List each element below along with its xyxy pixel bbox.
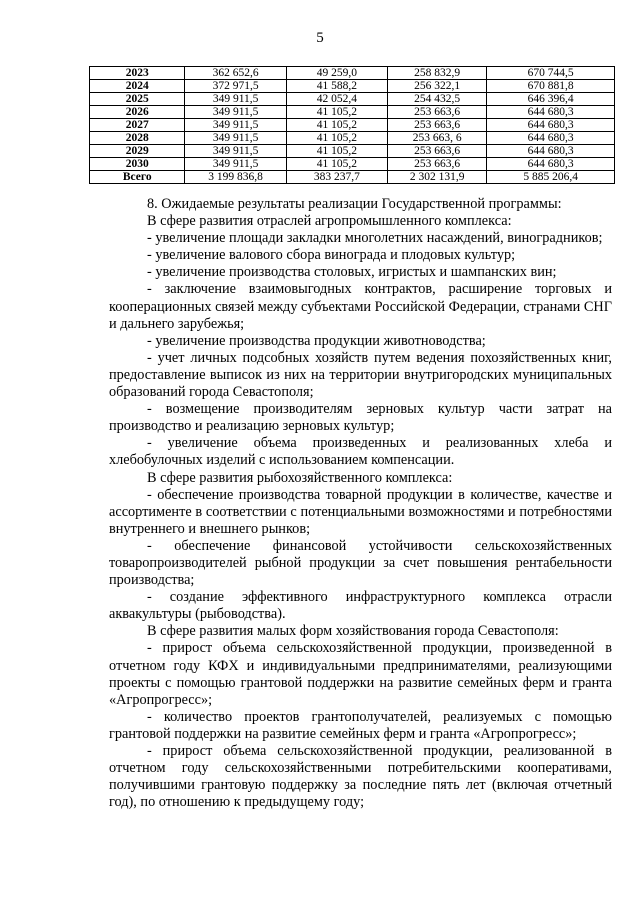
subsection-heading: В сфере развития отраслей агропромышленного комплекса: [147,213,512,230]
value-cell: 349 911,5 [185,106,286,119]
table-row [90,106,615,119]
subsection-heading: В сфере развития рыбохозяйственного комплекса: [147,469,453,486]
year-cell: 2024 [90,80,185,93]
value-cell: 41 105,2 [286,106,387,119]
list-item: - увеличение площади закладки многолетних насаждений, виноградников; [147,230,603,247]
total-cell: 646 396,4 [487,93,615,106]
table-row [90,119,615,132]
total-cell: 644 680,3 [487,158,615,171]
table-row [90,145,615,158]
table-row [90,67,615,80]
value-cell: 349 911,5 [185,132,286,145]
total-cell: 644 680,3 [487,145,615,158]
value-cell: 383 237,7 [286,171,387,184]
year-cell: 2029 [90,145,185,158]
year-cell: 2027 [90,119,185,132]
total-cell: 670 881,8 [487,80,615,93]
list-item: - обеспечение производства товарной продукции в количестве, качестве и ассортименте в соответствии с потенциальными возможностями и потребностями внутреннего и внешнего рынков; [109,486,612,537]
document-body [109,196,612,811]
section-heading: 8. Ожидаемые результаты реализации Государственной программы: [147,196,562,212]
value-cell: 253 663,6 [388,145,487,158]
value-cell: 349 911,5 [185,93,286,106]
table-total-row [90,171,615,184]
year-cell: 2023 [90,67,185,80]
value-cell: 253 663, 6 [388,132,487,145]
value-cell: 258 832,9 [388,67,487,80]
value-cell: 41 105,2 [286,145,387,158]
list-item: - увеличение производства продукции животноводства; [147,332,486,349]
year-cell: 2028 [90,132,185,145]
total-cell: 670 744,5 [487,67,615,80]
year-cell: Всего [90,171,185,184]
value-cell: 253 663,6 [388,158,487,171]
total-cell: 644 680,3 [487,106,615,119]
table-row [90,80,615,93]
list-item: - увеличение объема произведенных и реализованных хлеба и хлебобулочных изделий с использованием компенсации. [109,435,612,469]
year-cell: 2025 [90,93,185,106]
value-cell: 349 911,5 [185,158,286,171]
list-item: - прирост объема сельскохозяйственной продукции, реализованной в отчетном году сельскохозяйственными потребительскими кооперативами, получившими грантовую поддержку за последние пять лет (включая отчетный год), по отношению к предыдущему году; [109,743,612,811]
list-item: - обеспечение финансовой устойчивости сельскохозяйственных товаропроизводителей рыбной продукции за счет повышения рентабельности производства; [109,537,612,589]
value-cell: 2 302 131,9 [388,171,487,184]
page-number: 5 [316,30,324,46]
value-cell: 49 259,0 [286,67,387,80]
value-cell: 41 105,2 [286,119,387,132]
year-cell: 2030 [90,158,185,171]
value-cell: 3 199 836,8 [185,171,286,184]
financing-table [89,66,615,184]
list-item: - возмещение производителям зерновых культур части затрат на производство и реализацию зерновых культур; [109,401,612,435]
list-item: - увеличение производства столовых, игристых и шампанских вин; [147,264,557,281]
list-item: - создание эффективного инфраструктурного комплекса отрасли аквакультуры (рыбоводства). [109,589,612,623]
value-cell: 41 105,2 [286,132,387,145]
value-cell: 254 432,5 [388,93,487,106]
value-cell: 253 663,6 [388,106,487,119]
list-item: - заключение взаимовыгодных контрактов, расширение торговых и кооперационных связей между субъектами Российской Федерации, странами СНГ и дальнего зарубежья; [109,281,612,332]
value-cell: 41 588,2 [286,80,387,93]
value-cell: 42 052,4 [286,93,387,106]
list-item: - учет личных подсобных хозяйств путем ведения похозяйственных книг, предоставление выписок из них на территории внутригородских муниципальных образований города Севастополя; [109,349,612,401]
total-cell: 644 680,3 [487,119,615,132]
table-row [90,158,615,171]
value-cell: 349 911,5 [185,119,286,132]
value-cell: 362 652,6 [185,67,286,80]
total-cell: 644 680,3 [487,132,615,145]
value-cell: 253 663,6 [388,119,487,132]
value-cell: 41 105,2 [286,158,387,171]
table-row [90,93,615,106]
list-item: - количество проектов грантополучателей, реализуемых с помощью грантовой поддержки на развитие семейных ферм и гранта «Агропрогресс»; [109,708,612,742]
year-cell: 2026 [90,106,185,119]
value-cell: 372 971,5 [185,80,286,93]
subsection-heading: В сфере развития малых форм хозяйствования города Севастополя: [147,623,559,640]
list-item: - увеличение валового сбора винограда и плодовых культур; [147,247,516,264]
list-item: - прирост объема сельскохозяйственной продукции, произведенной в отчетном году КФХ и индивидуальными предпринимателями, реализующими проекты с помощью грантовой поддержки на развитие семейных ферм и гранта «Агропрогресс»; [109,640,612,708]
table-row [90,132,615,145]
total-cell: 5 885 206,4 [487,171,615,184]
value-cell: 349 911,5 [185,145,286,158]
value-cell: 256 322,1 [388,80,487,93]
